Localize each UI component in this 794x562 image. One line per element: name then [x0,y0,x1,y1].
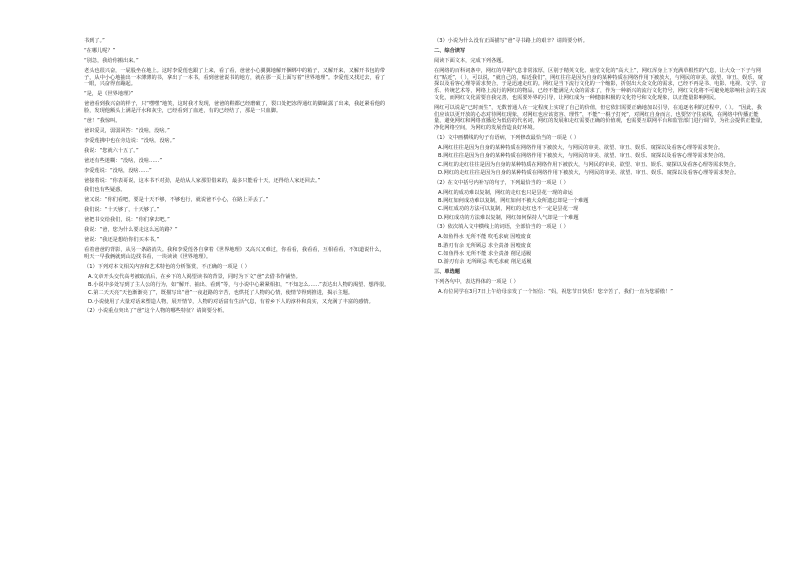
story-paragraph: 老头也很兴奋，一屁股坐在地上。这时李爱莲也跟了上来，看了看，爸爸小心翼翼地解开捆绑中的箱子，又解开来，又解开书包的带子，从中小心地抽出一本薄薄的书，拿出了一本书，看到爸爸说书的地方，就在那一页上面写着“世界地理”。李爱莲又找过去，看了一眼，兴奋得直蹦起。 [84,67,386,88]
question-stem: （1）下列对本文相关内容和艺术特色的分析鉴赏，不正确的一项是（ ） [84,263,250,270]
instructions: 阅读下面文本，完成下列各题。 [434,57,507,64]
question-stem: （2）小说重点突出了“爸”这个人物的哪些特征？请简要分析。 [84,308,228,315]
answer-option: B.小说中多处写到了主人公的行为，如“解开、抽出、看到”等，与小说中心紧紧相扣，“不知怎么……”表达出人物的渴望、想得很。 [88,282,390,289]
story-line: 李爱莲拂中也在旁边说：“没啥，没啥。” [84,137,175,144]
story-line: 我们也有些疑惑。 [84,187,126,194]
answer-option: B.游刃有余 无所顾忌 求全责备 因噎废食 [438,242,532,249]
story-paragraph: 爸爸看到我兴奋的样子，只“嘿嘿”地笑，这时我才发现，爸爸的鞋都已经磨破了，裂口处把冻得通红的脚趾露了出来，我赶紧看他的脸，发现他额头上满是汗水和灰尘，已经看到了血迹，有的已经结了，那是一只血脚。 [84,101,386,114]
story-line: 书到了。” [84,38,105,44]
answer-option: A.网红的成功难以复制，网红的走红也只是昙花一现的命运 [438,189,573,196]
answer-option: D.网红成功的方法难以复制，网红如何保持人气却是一个难题 [438,214,579,221]
answer-option: B.网红往往是因为自身的某种特质在网络作用下被放大，与网民的审美、欲望、审丑、娱乐、窥探以及看客心理等需求契合的。 [438,153,729,160]
answer-option: A.文章开头交代高考被取消后，在乡下的人渴望读书的背景，同时为下文“爸”去借书作铺垫。 [88,273,301,280]
story-line: 爸识爱灵，弱弱回答：“没啥，没啥。” [84,127,170,134]
story-line: “爸！”我惊叫。 [84,117,121,124]
answer-option: C.网红的走红往往是因为自身的某种特质在网络作用下被放大，与网民的审美、欲望、审丑、娱乐、窥探以及看客心理等需求契合。 [438,161,739,168]
story-line: “是，是《世界地理》” [84,91,134,98]
left-column [84,38,390,318]
answer-option: D.网红的走红往往是因为自身的某种特质在网络作用下被放大，与网民的审美、欲望、审丑、娱乐、窥探以及看客心理等需求契合。 [438,169,740,176]
answer-option: A.网红往往是因为自身的某种特质在网络作用下被放大，与网民的审美、欲望、审丑、娱乐、窥探以及看客心理等需求契合。 [438,144,724,151]
story-line: 爸说：“我还是想给你们买本书。” [84,237,160,244]
answer-option: D.游刃有余 无所顾忌 吹毛求疵 削足适履 [438,259,532,266]
answer-option: B.网红如何成功难以复制，网红如何不被大众所遗忘却是一个难题 [438,197,589,204]
question-stem: （2）在文中括号内补写的句子，下列最恰当的一项是（ ） [434,179,569,186]
story-paragraph: 爸接着说：“你表哥说，这本书不对劲，是给从人家那里借来的，最多只能看十天，还得给人家还回去。” [84,177,321,184]
section-heading: 三、单选题 [434,269,460,276]
story-line: 我说：“您就六十五了。” [84,147,139,154]
story-line: 爸把书交给我们，说：“你们拿去吧。” [84,217,170,224]
right-column [434,38,766,297]
story-line: 李爱莲说：“没啥，没啥……” [84,167,152,174]
answer-option: C.如鱼得水 无所不能 求全责备 削足适履 [438,251,532,257]
story-line: 爸还有些迷糊：“没啥，没啥……” [84,157,163,164]
story-paragraph: 看着爸爸的背影，从另一条路消失。我和李爱莲各自拿着《世界地理》又高兴又难过，你看看，我看看，互相看看，不知道说什么，明天一早我俩就到山边找书看，一块读读《世界地理》。 [84,247,385,260]
answer-option: A.有位同学在3月7日上午给母亲发了一个短信：“妈，祝您节日快乐！您辛苦了，我们一直为您骄傲！” [438,288,673,295]
story-line: “别急，我给你搬出来。” [84,57,139,64]
story-line: 我们说：“十天够了，十天够了。” [84,207,160,214]
question-stem: （1）文中画横线的句子有语病，下列修改最恰当的一项是（ ） [434,134,580,141]
question-stem: （3）依次填入文中横线上的词语，全部恰当的一项是（ ） [434,224,569,231]
reading-passage: 在网络的百科词条中，网红的早期气息非常浓厚，区别于精英文化、庙堂文化的“高大上”，网红浑身上下充满草根性的气息，让大众一下子与网红“贴近”，（ ），可以说，“就自己的，贴近我们”，网红往往是因为自身的某种特质在网络作用下被放大，与网民的审美、欲望、审丑、娱乐、窥探以及看客心理等需求契合，于是迅速走红的。网红是当下流行文化的一个缩影，折射出大众文化的需求，已经不再是书、电影、电视、文学、音乐、传统艺术等，网络上流行的网红的物品，已经不能满足大众的需求了，作为一种新兴的流行文化符号，网红文化将不可避免地影响社会的主流文化，而网红文化需要自我完善，也需要外界的引导，让网红成为一种健康积极的文化符号和文化现象，以正能量影响网民。 [434,67,767,101]
answer-option: A.如鱼得水 无所不能 吹毛求疵 因噎废食 [438,234,532,241]
answer-option: C.网红成功的方法可以复制，网红的走红也不一定是昙花一现 [438,206,579,213]
story-line: 我说：“爸，您为什么要走这么远的路？” [84,227,178,234]
answer-option: D.小说使用了大量对话来塑造人物，展开情节，人物的对话富有生活气息，有着乡下人的淳朴和真实，又充满了丰富的感情。 [88,298,374,305]
story-line: 爸又说：“你们看吧，要是十天不够，不够也行，就说爸不小心，在路上弄丢了。” [84,197,269,204]
question-stem: （3）小说为什么没有正面描写“爸”寻书路上的艰辛？请简要分析。 [434,38,588,44]
question-stem: 下列各句中，表达得体的一项是（ ） [434,279,519,286]
section-heading: 二、综合读写 [434,47,466,54]
answer-option: C.第二天天亮“天色渐渐亮了”，既描写出“爸”一夜赶路的辛苦，也烘托了人物的心情，使情节得到推进，揭示主题。 [88,290,354,297]
reading-passage: 网红可以说是“已时而生”，无数普通人在一定程度上实现了自己的价值，但它依旧需要正确地加以引导，在追逐名利的过程中，（ ）。 “因此，我们应该以更开放的心态对待网红现象，对网红也应该宽容、理性”，不能“一棍子打死”，对网红自身而言，也要坚守住底线，在网络中传播正能量，避免网红和网络直播沦为低俗的代名词，网红的发展和走红需要正确的价值观，也需要互联网平台和监管部门进行调节，为社会提供正能量，净化网络空间，为网红的发展营造良好环境。 [434,104,767,131]
story-line: “在哪儿呢？” [84,47,116,54]
